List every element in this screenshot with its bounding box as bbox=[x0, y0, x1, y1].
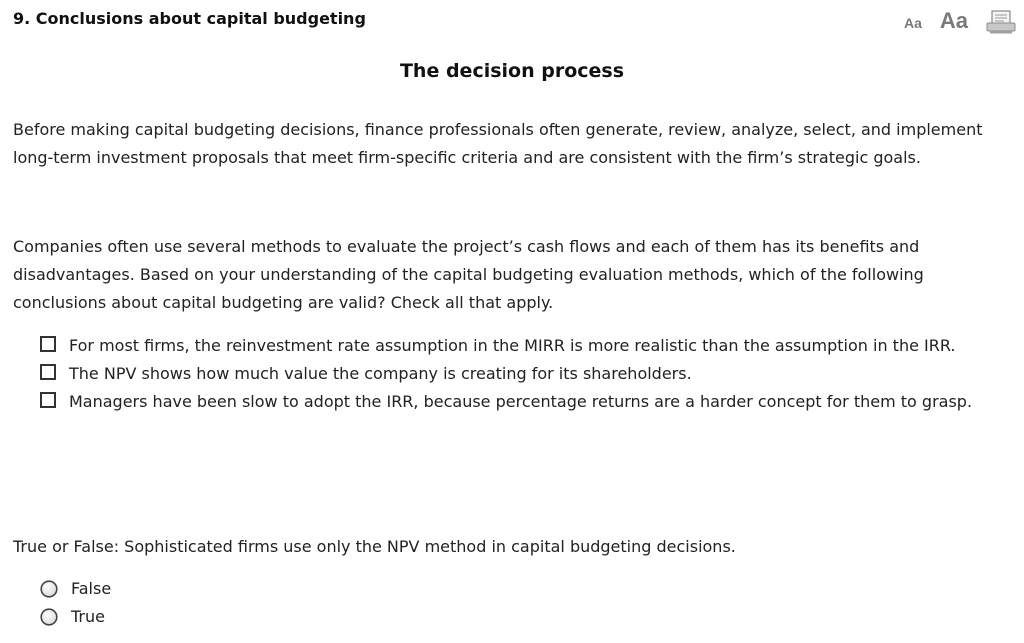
checkbox-option-label: Managers have been slow to adopt the IRR, because percentage returns are a harder concept for them to grasp. bbox=[69, 392, 973, 411]
increase-font-button[interactable]: Aa bbox=[939, 8, 968, 33]
checkbox[interactable] bbox=[40, 364, 56, 380]
decrease-font-button[interactable]: Aa bbox=[903, 15, 922, 31]
checkbox-option-label: The NPV shows how much value the company is creating for its shareholders. bbox=[69, 364, 692, 383]
radio-button[interactable] bbox=[40, 580, 58, 598]
question-title: 9. Conclusions about capital budgeting bbox=[13, 9, 366, 28]
section-heading: The decision process bbox=[399, 60, 625, 82]
radio-button[interactable] bbox=[40, 608, 58, 626]
print-icon[interactable] bbox=[986, 10, 1016, 34]
checkbox[interactable] bbox=[40, 392, 56, 408]
checkbox-options bbox=[40, 332, 1000, 416]
true-false-question: True or False: Sophisticated firms use only the NPV method in capital budgeting decisions. bbox=[13, 537, 736, 556]
radio-option-label: False bbox=[71, 579, 112, 598]
question-prompt: Companies often use several methods to evaluate the project’s cash flows and each of them has its benefits and disadvantages. Based on your understanding of the capital budgeting evaluation methods, which of the following conclusions about capital budgeting are valid? Check all that apply. bbox=[13, 237, 924, 312]
question-header bbox=[0, 0, 1024, 40]
checkbox-option[interactable] bbox=[40, 332, 1000, 360]
checkbox-option[interactable] bbox=[40, 360, 1000, 388]
checkbox[interactable] bbox=[40, 336, 56, 352]
radio-option-false[interactable] bbox=[40, 575, 111, 603]
radio-option-label: True bbox=[71, 607, 105, 626]
radio-options bbox=[40, 575, 111, 631]
checkbox-option[interactable] bbox=[40, 388, 1000, 416]
intro-paragraph: Before making capital budgeting decisions, finance professionals often generate, review, analyze, select, and implement long-term investment proposals that meet firm-specific criteria and are consistent with the firm’s strategic goals. bbox=[13, 120, 983, 167]
font-size-controls bbox=[904, 6, 1016, 34]
checkbox-option-label: For most firms, the reinvestment rate assumption in the MIRR is more realistic than the assumption in the IRR. bbox=[69, 336, 956, 355]
radio-option-true[interactable] bbox=[40, 603, 111, 631]
